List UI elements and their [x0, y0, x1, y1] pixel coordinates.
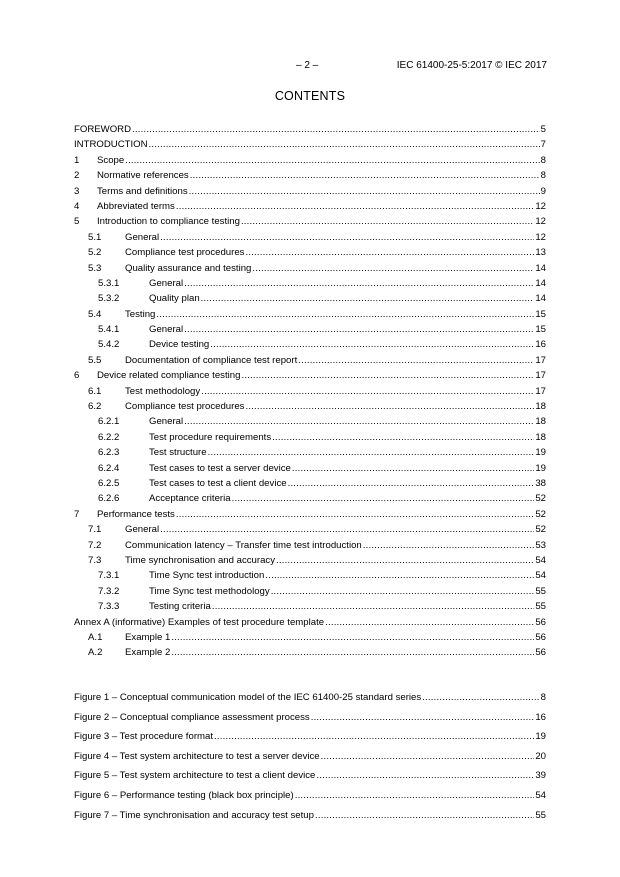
toc-dot-leader — [208, 445, 546, 460]
toc-leader — [74, 184, 546, 199]
toc-number: 5.3 — [88, 262, 102, 274]
toc-number: 2 — [74, 170, 80, 182]
toc-leader — [74, 153, 546, 168]
toc-entry[interactable] — [74, 538, 546, 553]
toc-dot-leader — [252, 261, 546, 276]
toc-entry[interactable] — [74, 445, 546, 460]
toc-dot-leader — [245, 399, 546, 414]
toc-entry[interactable] — [74, 153, 546, 168]
toc-page-number: 53 — [534, 538, 546, 553]
toc-page-number: 38 — [534, 476, 546, 491]
toc-entry[interactable] — [74, 476, 546, 491]
figure-dot-leader — [311, 708, 546, 728]
toc-entry[interactable] — [74, 630, 546, 645]
toc-title: Device related compliance testing — [97, 368, 241, 383]
toc-leader — [74, 337, 546, 352]
toc-page-number: 13 — [534, 245, 546, 260]
figure-dot-leader — [214, 727, 546, 747]
toc-page-number: 54 — [534, 568, 546, 583]
toc-title: General — [149, 322, 184, 337]
toc-dot-leader — [184, 276, 546, 291]
toc-leader — [74, 230, 546, 245]
toc-leader — [74, 291, 546, 306]
toc-leader — [74, 461, 546, 476]
figure-leader — [74, 747, 546, 767]
toc-entry[interactable] — [74, 245, 546, 260]
toc-entry[interactable] — [74, 230, 546, 245]
toc-entry[interactable] — [74, 168, 546, 183]
toc-title: Compliance test procedures — [125, 399, 245, 414]
toc-dot-leader — [132, 122, 546, 137]
toc-dot-leader — [160, 522, 546, 537]
toc-entry[interactable] — [74, 568, 546, 583]
figure-leader — [74, 727, 546, 747]
toc-title: Testing criteria — [149, 599, 212, 614]
toc-page-number: 14 — [534, 291, 546, 306]
toc-number: 5.4.1 — [98, 324, 120, 336]
toc-dot-leader — [201, 291, 546, 306]
toc-entry[interactable] — [74, 199, 546, 214]
toc-dot-leader — [245, 245, 546, 260]
toc-entry[interactable] — [74, 584, 546, 599]
toc-leader — [74, 445, 546, 460]
toc-entry[interactable] — [74, 184, 546, 199]
toc-page-number: 56 — [534, 645, 546, 660]
toc-leader — [74, 307, 546, 322]
toc-entry[interactable] — [74, 384, 546, 399]
toc-entry[interactable] — [74, 353, 546, 368]
toc-page-number: 15 — [534, 322, 546, 337]
toc-dot-leader — [171, 630, 546, 645]
toc-dot-leader — [149, 137, 546, 152]
toc-leader — [74, 399, 546, 414]
figure-page-number: 20 — [534, 747, 546, 767]
toc-page-number: 8 — [540, 153, 546, 168]
toc-entry[interactable] — [74, 337, 546, 352]
toc-title: Introduction to compliance testing — [97, 214, 241, 229]
toc-dot-leader — [325, 615, 546, 630]
figure-leader — [74, 708, 546, 728]
toc-dot-leader — [272, 430, 546, 445]
toc-page-number: 19 — [534, 445, 546, 460]
toc-number: 6.2.2 — [98, 431, 120, 443]
toc-leader — [74, 168, 546, 183]
toc-number: 3 — [74, 185, 80, 197]
figure-entry[interactable] — [74, 806, 546, 826]
toc-number: 5 — [74, 216, 80, 228]
toc-title: Time Sync test introduction — [149, 568, 265, 583]
toc-dot-leader — [276, 553, 546, 568]
toc-number: 5.4 — [88, 308, 102, 320]
toc-leader — [74, 245, 546, 260]
toc-leader — [74, 137, 546, 152]
toc-entry[interactable] — [74, 507, 546, 522]
toc-number: 6 — [74, 370, 80, 382]
toc-page-number: 17 — [534, 353, 546, 368]
toc-number: 6.2 — [88, 401, 102, 413]
toc-number: 6.2.1 — [98, 416, 120, 428]
toc-dot-leader — [171, 645, 546, 660]
figure-entry[interactable] — [74, 708, 546, 728]
toc-number: 6.1 — [88, 385, 102, 397]
toc-entry[interactable] — [74, 430, 546, 445]
table-of-contents — [74, 122, 546, 661]
toc-number: 7.2 — [88, 539, 102, 551]
toc-title: Quality assurance and testing — [125, 261, 252, 276]
toc-leader — [74, 476, 546, 491]
toc-number: 5.3.2 — [98, 293, 120, 305]
toc-page-number: 17 — [534, 384, 546, 399]
figure-entry[interactable] — [74, 727, 546, 747]
toc-leader — [74, 630, 546, 645]
figure-title: Figure 6 – Performance testing (black box principle) — [74, 786, 295, 806]
toc-page-number: 12 — [534, 214, 546, 229]
toc-leader — [74, 430, 546, 445]
toc-entry[interactable] — [74, 553, 546, 568]
toc-page-number: 17 — [534, 368, 546, 383]
toc-title: INTRODUCTION — [74, 137, 149, 152]
figure-entry[interactable] — [74, 747, 546, 767]
figure-leader — [74, 786, 546, 806]
toc-entry[interactable] — [74, 307, 546, 322]
toc-leader — [74, 261, 546, 276]
toc-dot-leader — [184, 322, 546, 337]
figure-dot-leader — [316, 766, 546, 786]
toc-dot-leader — [176, 199, 546, 214]
toc-page-number: 55 — [534, 584, 546, 599]
toc-title: Time Sync test methodology — [149, 584, 271, 599]
figure-page-number: 55 — [534, 806, 546, 826]
toc-title: Time synchronisation and accuracy — [125, 553, 276, 568]
toc-number: 6.2.3 — [98, 447, 120, 459]
toc-leader — [74, 538, 546, 553]
toc-page-number: 56 — [534, 630, 546, 645]
standard-reference: IEC 61400-25-5:2017 © IEC 2017 — [396, 60, 547, 71]
figure-dot-leader — [321, 747, 546, 767]
toc-page-number: 55 — [534, 599, 546, 614]
figure-entry[interactable] — [74, 688, 546, 708]
toc-page-number: 9 — [540, 184, 546, 199]
toc-title: FOREWORD — [74, 122, 132, 137]
toc-leader — [74, 553, 546, 568]
toc-leader — [74, 584, 546, 599]
toc-entry[interactable] — [74, 599, 546, 614]
toc-title: Normative references — [97, 168, 190, 183]
figure-entry[interactable] — [74, 786, 546, 806]
toc-title: General — [149, 414, 184, 429]
toc-entry[interactable] — [74, 368, 546, 383]
figure-dot-leader — [422, 688, 546, 708]
toc-entry[interactable] — [74, 414, 546, 429]
toc-dot-leader — [241, 214, 546, 229]
toc-title: Test cases to test a client device — [149, 476, 288, 491]
toc-dot-leader — [265, 568, 546, 583]
toc-page-number: 14 — [534, 261, 546, 276]
toc-title: General — [125, 230, 160, 245]
toc-title: Test cases to test a server device — [149, 461, 292, 476]
toc-number: 5.4.2 — [98, 339, 120, 351]
toc-title: Acceptance criteria — [149, 491, 232, 506]
toc-entry[interactable] — [74, 322, 546, 337]
toc-page-number: 16 — [534, 337, 546, 352]
toc-dot-leader — [190, 168, 546, 183]
toc-number: 6.2.6 — [98, 493, 120, 505]
toc-dot-leader — [125, 153, 546, 168]
toc-title: Communication latency – Transfer time test introduction — [125, 538, 363, 553]
figure-leader — [74, 806, 546, 826]
toc-title: General — [149, 276, 184, 291]
toc-leader — [74, 414, 546, 429]
toc-dot-leader — [201, 384, 546, 399]
toc-entry[interactable] — [74, 137, 546, 152]
figure-page-number: 54 — [534, 786, 546, 806]
toc-dot-leader — [189, 184, 546, 199]
toc-title: Test structure — [149, 445, 208, 460]
toc-entry[interactable] — [74, 291, 546, 306]
page-header — [0, 60, 620, 74]
toc-page-number: 12 — [534, 199, 546, 214]
toc-entry[interactable] — [74, 615, 546, 630]
toc-page-number: 14 — [534, 276, 546, 291]
toc-number: 5.3.1 — [98, 277, 120, 289]
toc-leader — [74, 615, 546, 630]
toc-dot-leader — [292, 461, 546, 476]
toc-number: 7.3.2 — [98, 585, 120, 597]
toc-leader — [74, 122, 546, 137]
toc-title: Device testing — [149, 337, 210, 352]
toc-title: General — [125, 522, 160, 537]
toc-dot-leader — [176, 507, 546, 522]
toc-number: 7.3.3 — [98, 601, 120, 613]
toc-number: 6.2.5 — [98, 477, 120, 489]
toc-number: 1 — [74, 154, 80, 166]
toc-leader — [74, 322, 546, 337]
list-of-figures — [74, 688, 546, 825]
toc-dot-leader — [184, 414, 546, 429]
toc-number: 5.1 — [88, 231, 102, 243]
toc-page-number: 15 — [534, 307, 546, 322]
figure-page-number: 16 — [534, 708, 546, 728]
toc-title: Scope — [97, 153, 125, 168]
toc-dot-leader — [363, 538, 546, 553]
figure-dot-leader — [315, 806, 546, 826]
toc-entry[interactable] — [74, 122, 546, 137]
toc-number: 7 — [74, 508, 80, 520]
figure-title: Figure 3 – Test procedure format — [74, 727, 214, 747]
figure-title: Figure 1 – Conceptual communication model of the IEC 61400-25 standard series — [74, 688, 422, 708]
toc-number: 7.3 — [88, 554, 102, 566]
toc-leader — [74, 491, 546, 506]
toc-title: Test procedure requirements — [149, 430, 272, 445]
toc-number: 4 — [74, 200, 80, 212]
toc-leader — [74, 599, 546, 614]
toc-title: Abbreviated terms — [97, 199, 176, 214]
toc-entry[interactable] — [74, 214, 546, 229]
toc-page-number: 8 — [540, 168, 546, 183]
toc-title: Documentation of compliance test report — [125, 353, 298, 368]
figure-title: Figure 7 – Time synchronisation and accuracy test setup — [74, 806, 315, 826]
toc-entry[interactable] — [74, 491, 546, 506]
toc-number: 7.1 — [88, 524, 102, 536]
toc-dot-leader — [156, 307, 546, 322]
toc-page-number: 18 — [534, 414, 546, 429]
toc-page-number: 56 — [534, 615, 546, 630]
toc-title: Example 2 — [125, 645, 171, 660]
toc-dot-leader — [298, 353, 546, 368]
toc-page-number: 54 — [534, 553, 546, 568]
toc-leader — [74, 368, 546, 383]
toc-leader — [74, 199, 546, 214]
toc-number: 7.3.1 — [98, 570, 120, 582]
toc-page-number: 7 — [540, 137, 546, 152]
toc-page-number: 12 — [534, 230, 546, 245]
toc-dot-leader — [288, 476, 546, 491]
toc-entry[interactable] — [74, 261, 546, 276]
figure-leader — [74, 766, 546, 786]
toc-dot-leader — [210, 337, 546, 352]
toc-leader — [74, 353, 546, 368]
contents-title: CONTENTS — [274, 89, 346, 103]
toc-title: Example 1 — [125, 630, 171, 645]
figure-leader — [74, 688, 546, 708]
toc-number: 5.2 — [88, 247, 102, 259]
figure-page-number: 39 — [534, 766, 546, 786]
toc-entry[interactable] — [74, 399, 546, 414]
toc-number: 5.5 — [88, 354, 102, 366]
toc-title: Terms and definitions — [97, 184, 189, 199]
toc-dot-leader — [271, 584, 546, 599]
toc-page-number: 52 — [534, 522, 546, 537]
toc-entry[interactable] — [74, 645, 546, 660]
toc-entry[interactable] — [74, 522, 546, 537]
toc-leader — [74, 507, 546, 522]
toc-page-number: 52 — [534, 507, 546, 522]
toc-page-number: 52 — [534, 491, 546, 506]
toc-dot-leader — [212, 599, 546, 614]
figure-page-number: 19 — [534, 727, 546, 747]
toc-dot-leader — [241, 368, 546, 383]
figure-entry[interactable] — [74, 766, 546, 786]
toc-leader — [74, 214, 546, 229]
toc-entry[interactable] — [74, 276, 546, 291]
toc-title: Annex A (informative) Examples of test procedure template — [74, 615, 325, 630]
toc-title: Performance tests — [97, 507, 176, 522]
figure-title: Figure 2 – Conceptual compliance assessment process — [74, 708, 311, 728]
toc-page-number: 19 — [534, 461, 546, 476]
toc-page-number: 18 — [534, 430, 546, 445]
figure-title: Figure 5 – Test system architecture to test a client device — [74, 766, 316, 786]
toc-leader — [74, 384, 546, 399]
toc-leader — [74, 645, 546, 660]
page-number: – 2 – — [296, 60, 319, 71]
toc-title: Compliance test procedures — [125, 245, 245, 260]
toc-entry[interactable] — [74, 461, 546, 476]
toc-title: Quality plan — [149, 291, 201, 306]
toc-page-number: 18 — [534, 399, 546, 414]
figure-page-number: 8 — [540, 688, 546, 708]
toc-page-number: 5 — [540, 122, 546, 137]
toc-number: A.1 — [88, 631, 103, 643]
toc-dot-leader — [232, 491, 546, 506]
figure-dot-leader — [295, 786, 546, 806]
toc-title: Testing — [125, 307, 156, 322]
toc-dot-leader — [160, 230, 546, 245]
toc-number: 6.2.4 — [98, 462, 120, 474]
figure-title: Figure 4 – Test system architecture to test a server device — [74, 747, 321, 767]
toc-title: Test methodology — [125, 384, 201, 399]
toc-leader — [74, 568, 546, 583]
toc-leader — [74, 276, 546, 291]
toc-number: A.2 — [88, 647, 103, 659]
toc-leader — [74, 522, 546, 537]
